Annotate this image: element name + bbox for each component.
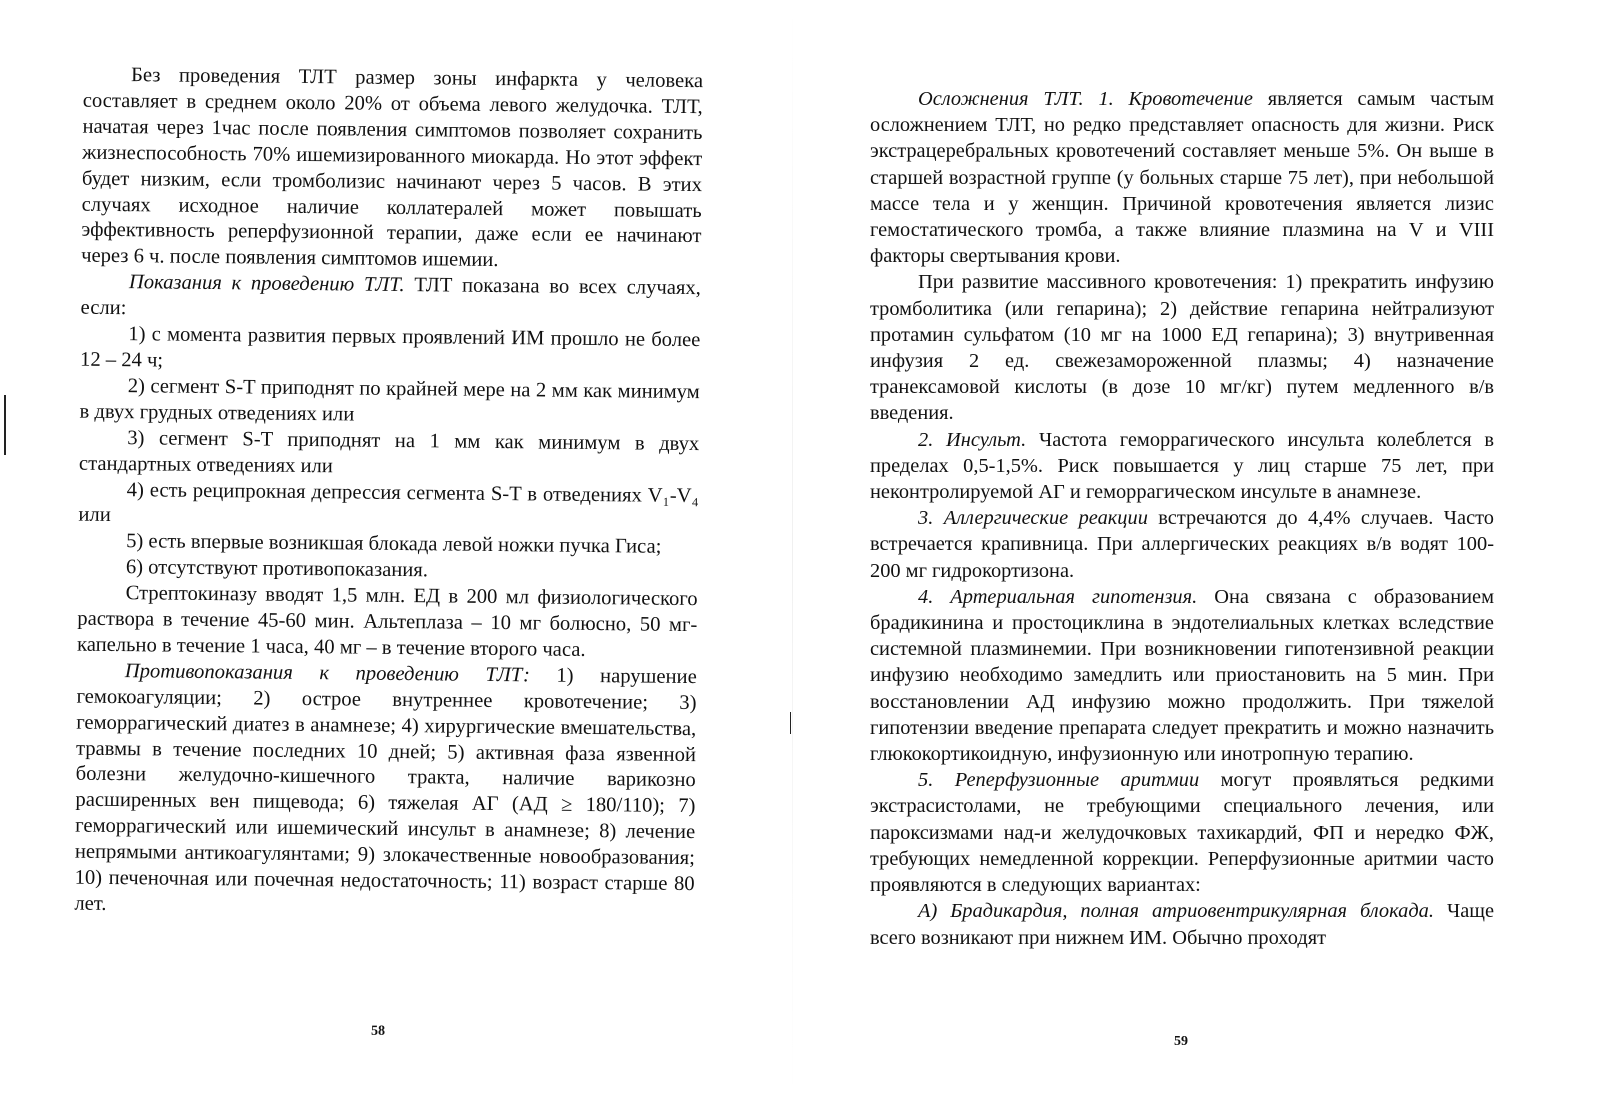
complications-title: Осложнения ТЛТ. 1. Кровотечение <box>918 88 1253 110</box>
hypotension-title: 4. Артериальная гипотензия. <box>918 585 1198 608</box>
complications-paragraph <box>870 86 1494 269</box>
allergy-text: встречаются до 4,4% случаев. Часто встречается крапивница. При аллергических реакциях в/в водят 100-200 мг гидрокортизона. <box>870 507 1494 582</box>
indications-paragraph <box>80 270 701 328</box>
right-page <box>800 0 1600 1103</box>
indication-item-1: 1) с момента развития первых проявлений ИМ прошло не более 12 – 24 ч; <box>79 323 701 372</box>
indication-item-4: 4) есть реципрокная депрессия сегмента S-T в отведениях V₁-V₄ или <box>78 478 699 527</box>
contraindications-text: 1) нарушение гемокоагуляции; 2) острое внутреннее кровотечение; 3) геморрагический диатез в анамнезе; 4) хирургические вмешательства, травмы в течение последних 10 дней; 5) активная фаза язвенной болезни желудочно-кишечного тракта, наличие варикозно расширенных вен пищевода; 6) тяжелая АГ (АД ≥ 180/110); 7) геморрагический или ишемический инсульт в анамнезе; 8) лечение непрямыми антикоагулянтами; 9) злокачественные новообразования; 10) печеночная или почечная недостаточность; 11) возраст старше 80 лет. <box>74 664 697 915</box>
bleeding-management-paragraph: При развитие массивного кровотечения: 1) прекратить инфузию тромболитика (или гепарина); 2) действие гепарина нейтрализуют протамин сульфатом (10 мг на 1000 ЕД гепарина); 3) внутривенная инфузия 2 ед. свежезамороженной плазмы; 4) назначение транексамовой кислоты (в дозе 10 мг/кг) путем медленного в/в введения. <box>870 271 1494 425</box>
page-number-right: 59 <box>1174 1034 1188 1049</box>
indications-text: ТЛТ показана во всех случаях, если: <box>80 274 701 320</box>
arrhythmia-text: могут проявляться редкими экстрасистолами, не требующими специального лечения, или пароксизмами над-и желудочковых тахикардий, ФП и нередко ФЖ, требующих немедленной коррекции. Реперфузионные аритмии часто проявляются в следующих вариантах: <box>870 769 1494 897</box>
page-number-left: 58 <box>370 1023 386 1039</box>
intro-paragraph: Без проведения ТЛТ размер зоны инфаркта у человека составляет в среднем около 20% от объема левого желудочка. ТЛТ, начатая через 1час после появления симптомов позволяет сохранить жизнеспособность 70% ишемизированного миокарда. Но этот эффект будет низким, если тромболизис начинают через 5 часов. В этих случаях исходное наличие коллатералей может повышать эффективность реперфузионной терапии, даже если ее начинают через 6 ч. после появления симптомов ишемии. <box>81 64 704 272</box>
indication-item-2: 2) сегмент S-T приподнят по крайней мере на 2 мм как минимум в двух грудных отведениях или <box>79 375 700 426</box>
arrhythmia-paragraph <box>870 767 1494 898</box>
stroke-title: 2. Инсульт. <box>918 428 1027 451</box>
indication-item-5: 5) есть впервые возникшая блокада левой ножки пучка Гиса; <box>126 530 662 559</box>
streptokinase-paragraph: Стрептокиназу вводят 1,5 млн. ЕД в 200 мл физиологического раствора в течение 45-60 мин. Альтеплаза – 10 мг болюсно, 50 мг- капельно в течение 1 часа, 40 мг – в течение второго часа. <box>76 582 698 661</box>
allergy-paragraph <box>870 505 1494 584</box>
hypotension-text: Она связана с образованием брадикинина и простоциклина в эндотелиальных клетках вследствие системной плазминемии. При возникновении гипотензивной реакции инфузию необходимо замедлить или приостановить на 5 мин. При восстановлении АД инфузию можно продолжить. При тяжелой гипотензии введение препарата следует прекратить и можно назначить глюкокортикоидную, инфузионную или инотропную терапию. <box>870 585 1494 766</box>
allergy-title: 3. Аллергические реакции <box>918 507 1148 530</box>
left-page <box>0 0 796 1107</box>
bradycardia-title: А) Брадикардия, полная атриовентрикулярная блокада. <box>918 900 1434 923</box>
contraindications-paragraph <box>74 658 697 924</box>
bradycardia-paragraph <box>870 898 1494 950</box>
bradycardia-text: Чаще всего возникают при нижнем ИМ. Обычно проходят <box>870 900 1494 949</box>
scan-mark-center <box>790 712 791 734</box>
complications-text: является самым частым осложнением ТЛТ, но редко представляет опасность для жизни. Риск экстрацеребральных кровотечений составляет меньше 5%. Он выше в старшей возрастной группе (у больных старше 75 лет), при небольшой массе тела и у женщин. Причиной кровотечения является лизис гемостатического тромба, а также влияние плазмина на V и VIII факторы свертывания крови. <box>870 88 1494 268</box>
contraindications-title: Противопоказания к проведению ТЛТ: <box>124 659 530 687</box>
indications-title: Показания к проведению ТЛТ. <box>128 271 405 297</box>
indication-item-6: 6) отсутствуют противопоказания. <box>125 556 429 582</box>
hypotension-paragraph <box>870 584 1494 767</box>
stroke-text: Частота геморрагического инсульта колеблется в пределах 0,5-1,5%. Риск повышается у лиц старше 75 лет, при неконтролируемой АГ и геморрагическом инсульте в анамнезе. <box>870 428 1494 504</box>
indication-item-3: 3) сегмент S-T приподнят на 1 мм как минимум в двух стандартных отведениях или <box>78 426 700 477</box>
arrhythmia-title: 5. Реперфузионные аритмии <box>918 769 1200 792</box>
stroke-paragraph <box>870 427 1494 506</box>
